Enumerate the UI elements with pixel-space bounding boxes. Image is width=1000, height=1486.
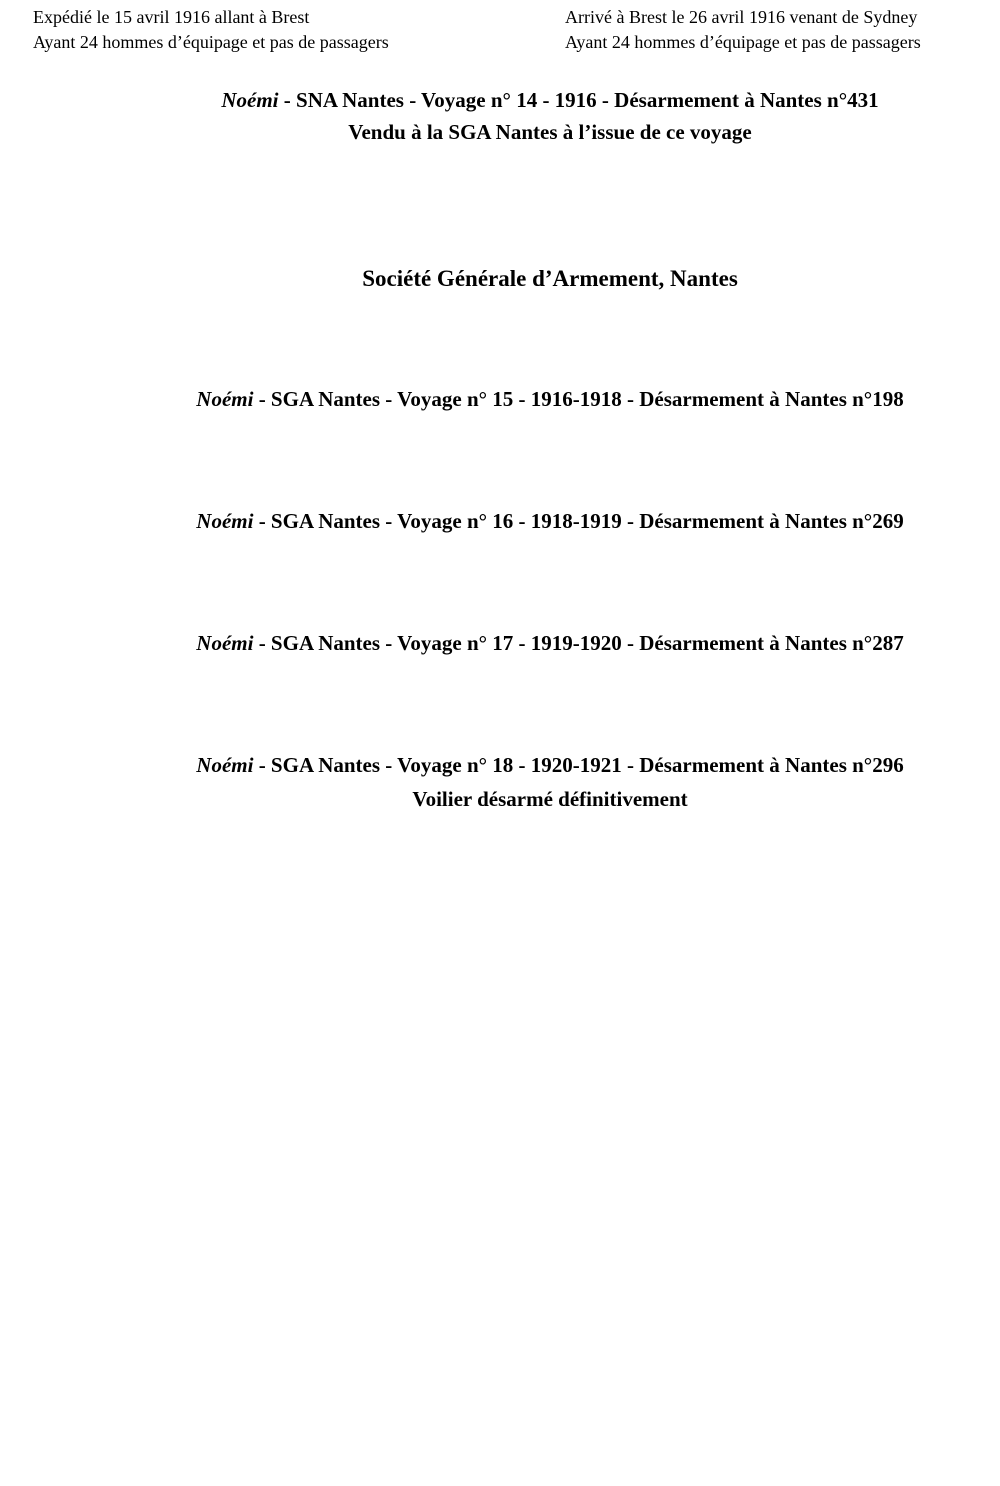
ship-name: Noémi	[196, 387, 254, 411]
arrival-crew-line: Ayant 24 hommes d’équipage et pas de passagers	[565, 32, 921, 52]
voyage-17-row	[100, 626, 1000, 660]
voyage-14-title-block	[100, 84, 1000, 148]
voyage-14-details: - SNA Nantes - Voyage n° 14 - 1916 - Désarmement à Nantes n°431	[278, 88, 879, 112]
departure-crew-line: Ayant 24 hommes d’équipage et pas de passagers	[33, 32, 389, 52]
voyage-15-row	[100, 382, 1000, 416]
decommission-note: Voilier désarmé définitivement	[412, 787, 688, 811]
departure-line: Expédié le 15 avril 1916 allant à Brest	[33, 7, 310, 27]
ship-name: Noémi	[196, 753, 254, 777]
shipping-note-departure	[33, 5, 389, 55]
voyage-15-details: - SGA Nantes - Voyage n° 15 - 1916-1918 - Désarmement à Nantes n°198	[253, 387, 904, 411]
ship-name: Noémi	[196, 509, 254, 533]
voyage-18-title	[100, 748, 1000, 782]
voyage-14-title	[100, 84, 1000, 116]
section-heading: Société Générale d’Armement, Nantes	[362, 266, 738, 291]
voyage-18-row	[100, 748, 1000, 816]
sale-note: Vendu à la SGA Nantes à l’issue de ce voyage	[348, 120, 752, 144]
ship-name: Noémi	[221, 88, 279, 112]
voyage-17-details: - SGA Nantes - Voyage n° 17 - 1919-1920 - Désarmement à Nantes n°287	[253, 631, 904, 655]
voyage-16-row	[100, 504, 1000, 538]
voyage-16-details: - SGA Nantes - Voyage n° 16 - 1918-1919 - Désarmement à Nantes n°269	[253, 509, 904, 533]
voyage-18-details: - SGA Nantes - Voyage n° 18 - 1920-1921 - Désarmement à Nantes n°296	[253, 753, 904, 777]
arrival-line: Arrivé à Brest le 26 avril 1916 venant de Sydney	[565, 7, 918, 27]
ship-name: Noémi	[196, 631, 254, 655]
shipping-note-arrival	[565, 5, 921, 55]
